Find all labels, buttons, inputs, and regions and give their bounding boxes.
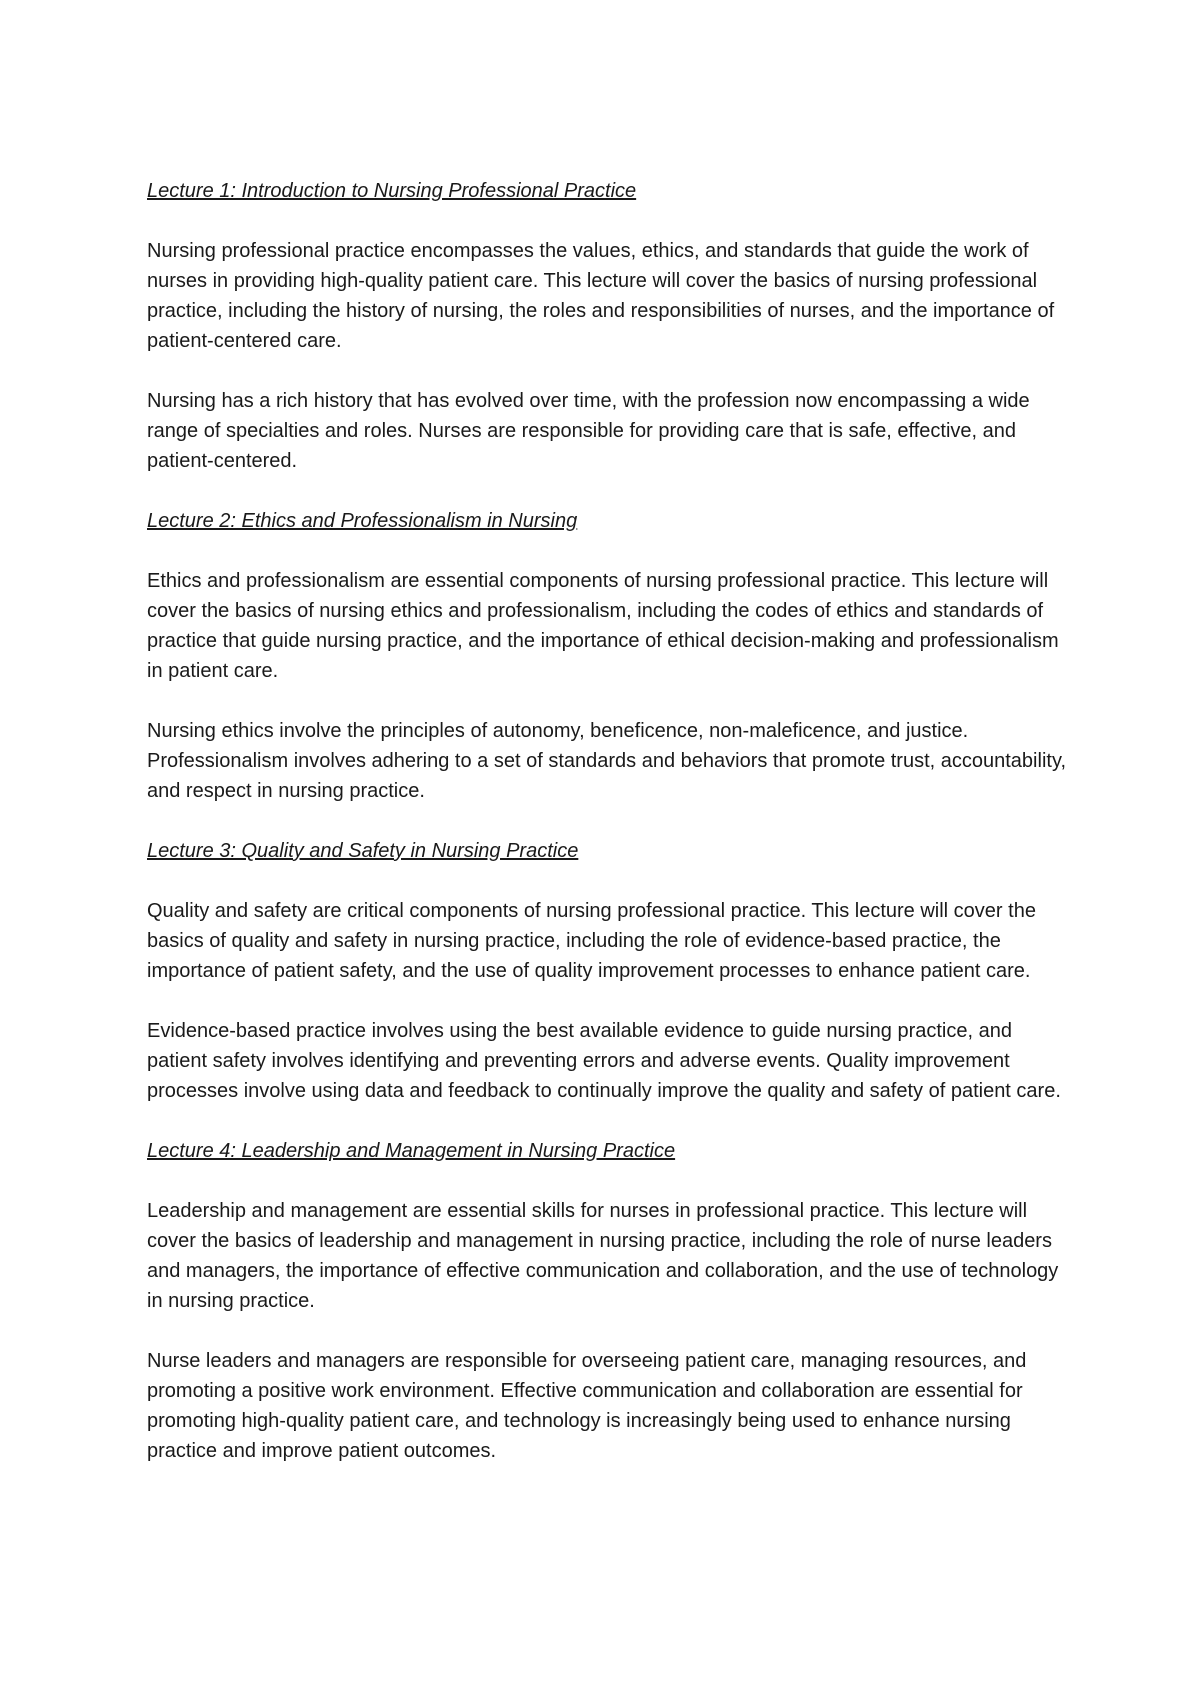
paragraph: Evidence-based practice involves using the best available evidence to guide nursing practice, and patient safety involves identifying and preventing errors and adverse events. Quality improvement processes involve using data and feedback to continually improve the quality and safety of patient care. — [147, 1020, 1061, 1102]
lecture-3 — [147, 836, 1067, 1106]
lecture-4 — [147, 1136, 1067, 1466]
lecture-title: Lecture 1: Introduction to Nursing Professional Practice — [147, 180, 637, 202]
lecture-title: Lecture 3: Quality and Safety in Nursing Practice — [147, 840, 579, 862]
paragraph: Nursing ethics involve the principles of autonomy, beneficence, non-maleficence, and justice. Professionalism involves adhering to a set of standards and behaviors that promote trust, accountability, and respect in nursing practice. — [147, 720, 1067, 802]
document-page — [147, 176, 1067, 1496]
lecture-title: Lecture 2: Ethics and Professionalism in Nursing — [147, 510, 578, 532]
lecture-2 — [147, 506, 1067, 806]
paragraph: Leadership and management are essential skills for nurses in professional practice. This lecture will cover the basics of leadership and management in nursing practice, including the role of nurse leaders and managers, the importance of effective communication and collaboration, and the use of technology in nursing practice. — [147, 1200, 1059, 1312]
paragraph: Quality and safety are critical components of nursing professional practice. This lecture will cover the basics of quality and safety in nursing practice, including the role of evidence-based practice, the importance of patient safety, and the use of quality improvement processes to enhance patient care. — [147, 900, 1036, 982]
paragraph: Nursing professional practice encompasses the values, ethics, and standards that guide the work of nurses in providing high-quality patient care. This lecture will cover the basics of nursing professional practice, including the history of nursing, the roles and responsibilities of nurses, and the importance of patient-centered care. — [147, 240, 1055, 352]
paragraph: Ethics and professionalism are essential components of nursing professional practice. This lecture will cover the basics of nursing ethics and professionalism, including the codes of ethics and standards of practice that guide nursing practice, and the importance of ethical decision-making and professionalism in patient care. — [147, 570, 1059, 682]
paragraph: Nurse leaders and managers are responsible for overseeing patient care, managing resources, and promoting a positive work environment. Effective communication and collaboration are essential for promoting high-quality patient care, and technology is increasingly being used to enhance nursing practice and improve patient outcomes. — [147, 1350, 1027, 1462]
lecture-1 — [147, 176, 1067, 476]
paragraph: Nursing has a rich history that has evolved over time, with the profession now encompassing a wide range of specialties and roles. Nurses are responsible for providing care that is safe, effective, and patient-centered. — [147, 390, 1030, 472]
lecture-title: Lecture 4: Leadership and Management in Nursing Practice — [147, 1140, 676, 1162]
